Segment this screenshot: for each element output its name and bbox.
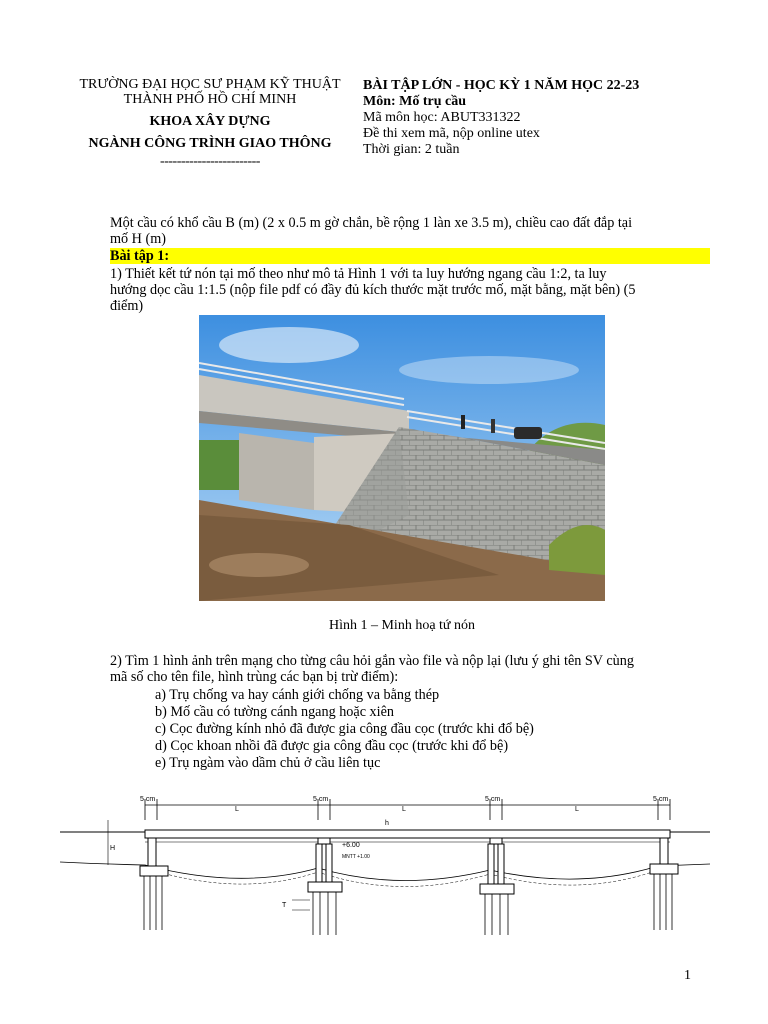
dim-span-3: L [575,806,579,813]
header-rule: ------------------------ [160,154,260,169]
label-deck: h [385,820,389,827]
task2-line: mã số cho tên file, hình trùng các bạn bị trừ điểm): [110,669,399,685]
label-water: MNTT +1.00 [342,854,370,860]
figure-caption: Hình 1 – Minh hoạ tứ nón [328,618,476,633]
dim-gap-3: 5 cm [485,796,501,803]
time-limit: Thời gian: 2 tuần [363,142,460,157]
list-item: e) Trụ ngàm vào dầm chủ ở cầu liên tục [155,755,381,771]
submission-note: Đề thi xem mã, nộp online utex [363,126,540,141]
list-item: b) Mố cầu có tường cánh ngang hoặc xiên [155,704,394,720]
intro-line: Một cầu có khổ cầu B (m) (2 x 0.5 m gờ chắn, bề rộng 1 làn xe 3.5 m), chiều cao đất đắp tại [110,215,633,231]
school-name-line2: THÀNH PHỐ HỒ CHÍ MINH [123,92,297,107]
list-item: d) Cọc khoan nhồi đã được gia công đầu cọc (trước khi đổ bệ) [155,738,509,754]
label-elevation: +6.00 [342,842,360,849]
label-depth: T [282,902,287,909]
label-height: H [110,845,116,852]
subject-name: Môn: Mố trụ cầu [363,94,467,109]
dim-span-1: L [235,806,239,813]
task1-line: hướng dọc cầu 1:1.5 (nộp file pdf có đầy đủ kích thước mặt trước mố, mặt bằng, mặt bên) (5 [110,282,636,298]
exam-title: BÀI TẬP LỚN - HỌC KỲ 1 NĂM HỌC 22-23 [363,78,640,93]
exam-header [363,78,693,158]
dim-gap-2: 5 cm [313,796,329,803]
bridge-elevation-drawing [60,790,710,940]
dim-gap-4: 5 cm [653,796,669,803]
task1-paragraph [110,266,710,314]
intro-paragraph [110,215,710,247]
school-name-line1: TRƯỜNG ĐẠI HỌC SƯ PHẠM KỸ THUẬT [79,77,341,92]
task1-line: điểm) [110,298,144,314]
dim-gap-1: 5 cm [140,796,156,803]
faculty-name: KHOA XÂY DỰNG [149,114,271,129]
intro-line: mố H (m) [110,231,166,247]
major-name: NGÀNH CÔNG TRÌNH GIAO THÔNG [88,136,332,151]
task2-paragraph [110,653,710,685]
task2-line: 2) Tìm 1 hình ảnh trên mạng cho từng câu hỏi gắn vào file và nộp lại (lưu ý ghi tên SV cùng [110,653,634,669]
page-number: 1 [684,968,691,983]
list-item: a) Trụ chống va hay cánh giới chống va bằng thép [155,687,440,703]
task2-list [155,687,534,772]
dim-span-2: L [402,806,406,813]
school-header [60,77,360,169]
exercise-title: Bài tập 1: [110,248,710,264]
subject-code: Mã môn học: ABUT331322 [363,110,521,125]
task1-line: 1) Thiết kết tứ nón tại mố theo như mô tả Hình 1 với ta luy hướng ngang cầu 1:2, ta luy [110,266,607,282]
list-item: c) Cọc đường kính nhỏ đã được gia công đầu cọc (trước khi đổ bệ) [155,721,534,737]
bridge-abutment-photo [199,315,605,601]
